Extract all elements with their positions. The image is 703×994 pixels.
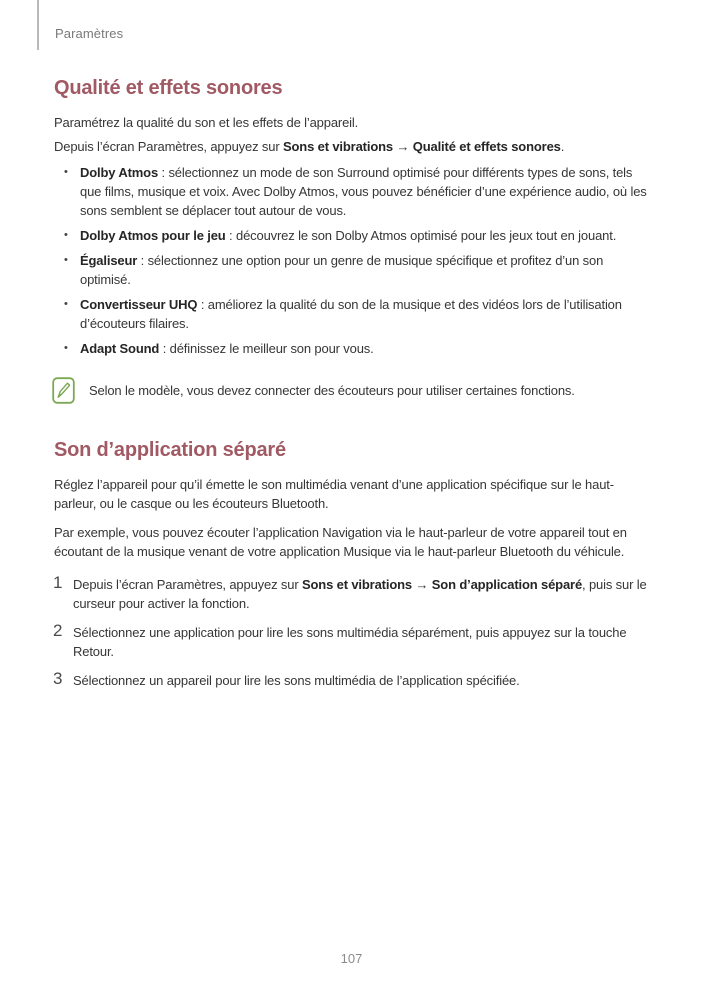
path-prefix: Depuis l’écran Paramètres, appuyez sur [54, 139, 283, 154]
section-separate-app-sound [54, 438, 651, 690]
note-text: Selon le modèle, vous devez connecter des écouteurs pour utiliser certaines fonctions. [89, 382, 575, 398]
bullet-term: Égaliseur [80, 253, 138, 268]
bullet-description: découvrez le son Dolby Atmos optimisé pour les jeux tout en jouant. [235, 228, 617, 243]
section-title-sound-quality: Qualité et effets sonores [54, 77, 283, 99]
arrow-glyph: → [392, 139, 413, 154]
bullet-egaliseur [54, 251, 651, 289]
path-suffix: . [560, 139, 565, 154]
numbered-steps [54, 575, 651, 690]
description-paragraph-1: Réglez l’appareil pour qu’il émette le son multimédia venant d’une application spécifique sur le haut-parleur, ou le casque ou les écouteurs Bluetooth. [54, 477, 614, 511]
step-number: 2 [53, 621, 63, 640]
bullet-separator: : [197, 297, 208, 312]
bullet-term: Dolby Atmos pour le jeu [80, 228, 226, 243]
path-menu-sounds: Sons et vibrations [282, 139, 393, 154]
step-number: 1 [53, 573, 63, 592]
note-icon [52, 377, 75, 404]
bullet-separator: : [159, 341, 170, 356]
bullet-term: Convertisseur UHQ [80, 297, 198, 312]
step-menu-sounds: Sons et vibrations [301, 577, 412, 592]
description-paragraph-2: Par exemple, vous pouvez écouter l’application Navigation via le haut-parleur de votre appareil tout en écoutant de la musique venant de votre application Musique via le haut-parleur Bluetooth du véhicule. [54, 525, 627, 559]
page-content [54, 76, 651, 700]
bullet-description: sélectionnez un mode de son Surround optimisé pour différents types de sons, tels que films, musique et voix. Avec Dolby Atmos, vous pouvez bénéficier d’une expérience audio, où les sons semblent se déplacer tout autour de vous. [80, 165, 647, 218]
step-text-prefix: Depuis l’écran Paramètres, appuyez sur [73, 577, 302, 592]
step-text: Sélectionnez un appareil pour lire les sons multimédia de l’application spécifiée. [73, 673, 520, 688]
bullet-adapt-sound [54, 339, 651, 358]
bullet-convertisseur-uhq [54, 295, 651, 333]
step-2 [54, 623, 651, 661]
running-header: Paramètres [55, 26, 124, 41]
bullet-separator: : [225, 228, 236, 243]
bullet-description: sélectionnez une option pour un genre de musique spécifique et profitez d’un son optimisé. [80, 253, 604, 287]
bullet-description: améliorez la qualité du son de la musique et des vidéos lors de l’utilisation d’écouteurs filaires. [80, 297, 622, 331]
bullet-term: Adapt Sound [80, 341, 160, 356]
page-number: 107 [340, 951, 363, 966]
settings-path-paragraph [54, 137, 651, 156]
bullet-dolby-atmos-jeu [54, 226, 651, 245]
note-callout [54, 376, 651, 404]
bullet-description: définissez le meilleur son pour vous. [169, 341, 374, 356]
header-rule [37, 0, 39, 50]
step-menu-separate-sound: Son d’application séparé [431, 577, 583, 592]
bullet-separator: : [137, 253, 148, 268]
bullet-dolby-atmos [54, 163, 651, 220]
step-text-suffix: , puis sur le curseur pour activer la fonction. [73, 577, 647, 611]
section-title-separate-app-sound: Son d’application séparé [54, 439, 286, 461]
step-number: 3 [53, 669, 63, 688]
step-1 [54, 575, 651, 613]
bullet-separator: : [158, 165, 169, 180]
section-sound-quality [54, 76, 651, 404]
path-menu-quality: Qualité et effets sonores [412, 139, 561, 154]
bullet-term: Dolby Atmos [80, 165, 159, 180]
step-3 [54, 671, 651, 690]
arrow-glyph: → [411, 577, 432, 592]
feature-bullet-list [54, 163, 651, 358]
intro-paragraph: Paramétrez la qualité du son et les effets de l’appareil. [54, 115, 359, 130]
step-text: Sélectionnez une application pour lire les sons multimédia séparément, puis appuyez sur la touche Retour. [73, 625, 627, 659]
